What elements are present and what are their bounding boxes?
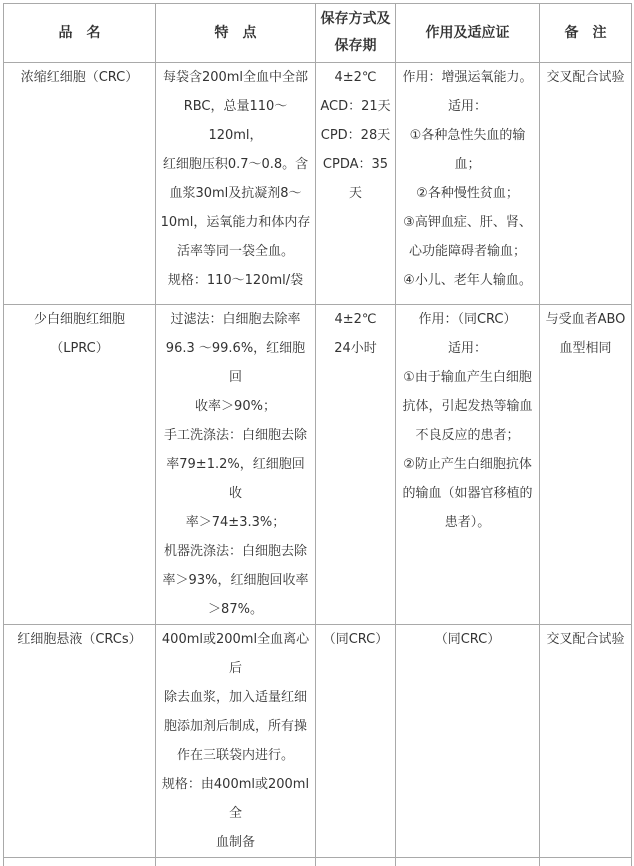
cell-notes (540, 305, 632, 625)
blood-products-table (3, 3, 632, 866)
cell-features-line: 红细胞压积0.7～0.8。含 (160, 150, 311, 179)
cell-indications-line: ④小儿、老年人输血。 (400, 266, 535, 295)
header-storage-line2: 保存期 (320, 33, 391, 60)
cell-notes-line: 交叉配合试验 (542, 625, 629, 654)
table-row (4, 305, 632, 625)
cell-features-line: 400ml或200ml全血离心后 (160, 625, 311, 683)
cell-storage-line: 24小时 (320, 334, 391, 363)
cell-name (4, 625, 156, 858)
continuation-cell (4, 858, 156, 866)
cell-storage-line: ACD：21天 (320, 92, 391, 121)
cell-features (156, 63, 316, 305)
cell-features-line: 除去血浆，加入适量红细 (160, 683, 311, 712)
cell-features-line: 作在三联袋内进行。 (160, 741, 311, 770)
cell-features-line: 活率等同一袋全血。 (160, 237, 311, 266)
cell-features-line: 血浆30ml及抗凝剂8～ (160, 179, 311, 208)
cell-storage (316, 625, 396, 858)
cell-features-line: 规格：由400ml或200ml全 (160, 770, 311, 828)
cell-features-line: 手工洗涤法：白细胞去除 (160, 421, 311, 450)
header-features: 特 点 (156, 4, 316, 63)
cell-notes (540, 625, 632, 858)
cell-name (4, 63, 156, 305)
cell-storage-line: 4±2℃ (320, 305, 391, 334)
header-notes: 备 注 (540, 4, 632, 63)
continuation-cell (156, 858, 316, 866)
cell-indications (396, 625, 540, 858)
cell-indications-line: 适用： (400, 334, 535, 363)
cell-indications-line: 不良反应的患者； (400, 421, 535, 450)
cell-storage-line: CPDA：35天 (320, 150, 391, 208)
cell-features-line: 每袋含200ml全血中全部 (160, 63, 311, 92)
cell-storage (316, 305, 396, 625)
cell-indications-line: ①各种急性失血的输 (400, 121, 535, 150)
cell-notes-line: 与受血者ABO (542, 305, 629, 334)
table-row-continuation (4, 858, 632, 866)
continuation-cell (316, 858, 396, 866)
cell-notes-line: 血型相同 (542, 334, 629, 363)
table-row (4, 63, 632, 305)
cell-indications-line: 的输血（如器官移植的 (400, 479, 535, 508)
cell-features-line: 胞添加剂后制成，所有操 (160, 712, 311, 741)
cell-features-line: RBC，总量110～120ml， (160, 92, 311, 150)
cell-indications-line: 适用： (400, 92, 535, 121)
cell-name-line: 少白细胞红细胞 (8, 305, 151, 334)
cell-storage (316, 63, 396, 305)
cell-indications-line: ②各种慢性贫血； (400, 179, 535, 208)
cell-name-line: （LPRC） (8, 334, 151, 363)
cell-storage-line: CPD：28天 (320, 121, 391, 150)
cell-features-line: 96.3 ～99.6%，红细胞回 (160, 334, 311, 392)
header-name: 品 名 (4, 4, 156, 63)
cell-indications-line: ②防止产生白细胞抗体 (400, 450, 535, 479)
header-storage (316, 4, 396, 63)
cell-features-line: 率79±1.2%，红细胞回收 (160, 450, 311, 508)
header-indications: 作用及适应证 (396, 4, 540, 63)
cell-indications (396, 63, 540, 305)
cell-features-line: ＞87%。 (160, 595, 311, 624)
cell-features-line: 血制备 (160, 828, 311, 857)
cell-features (156, 625, 316, 858)
cell-indications-line: 作用：（同CRC） (400, 305, 535, 334)
cell-features-line: 机器洗涤法：白细胞去除 (160, 537, 311, 566)
cell-indications-line: ③高钾血症、肝、肾、 (400, 208, 535, 237)
cell-indications-line: 作用：增强运氧能力。 (400, 63, 535, 92)
cell-features-line: 10ml，运氧能力和体内存 (160, 208, 311, 237)
cell-features-line: 规格：110～120ml/袋 (160, 266, 311, 295)
table-row (4, 625, 632, 858)
cell-indications-line: 心功能障碍者输血； (400, 237, 535, 266)
cell-indications (396, 305, 540, 625)
table-body (4, 63, 632, 866)
cell-indications-line: （同CRC） (400, 625, 535, 654)
cell-storage-line: （同CRC） (320, 625, 391, 654)
continuation-cell (396, 858, 540, 866)
table-header-row (4, 4, 632, 63)
cell-name-line: 红细胞悬液（CRCs） (8, 625, 151, 654)
cell-features-line: 过滤法：白细胞去除率 (160, 305, 311, 334)
cell-notes (540, 63, 632, 305)
cell-features-line: 收率＞90%； (160, 392, 311, 421)
cell-indications-line: 血； (400, 150, 535, 179)
continuation-cell (540, 858, 632, 866)
cell-features-line: 率＞93%，红细胞回收率 (160, 566, 311, 595)
cell-notes-line: 交叉配合试验 (542, 63, 629, 92)
cell-name-line: 浓缩红细胞（CRC） (8, 63, 151, 92)
header-storage-line1: 保存方式及 (320, 6, 391, 33)
cell-indications-line: ①由于输血产生白细胞 (400, 363, 535, 392)
cell-storage-line: 4±2℃ (320, 63, 391, 92)
cell-features-line: 率＞74±3.3%； (160, 508, 311, 537)
cell-features (156, 305, 316, 625)
cell-indications-line: 抗体，引起发热等输血 (400, 392, 535, 421)
cell-indications-line: 患者）。 (400, 508, 535, 537)
cell-name (4, 305, 156, 625)
